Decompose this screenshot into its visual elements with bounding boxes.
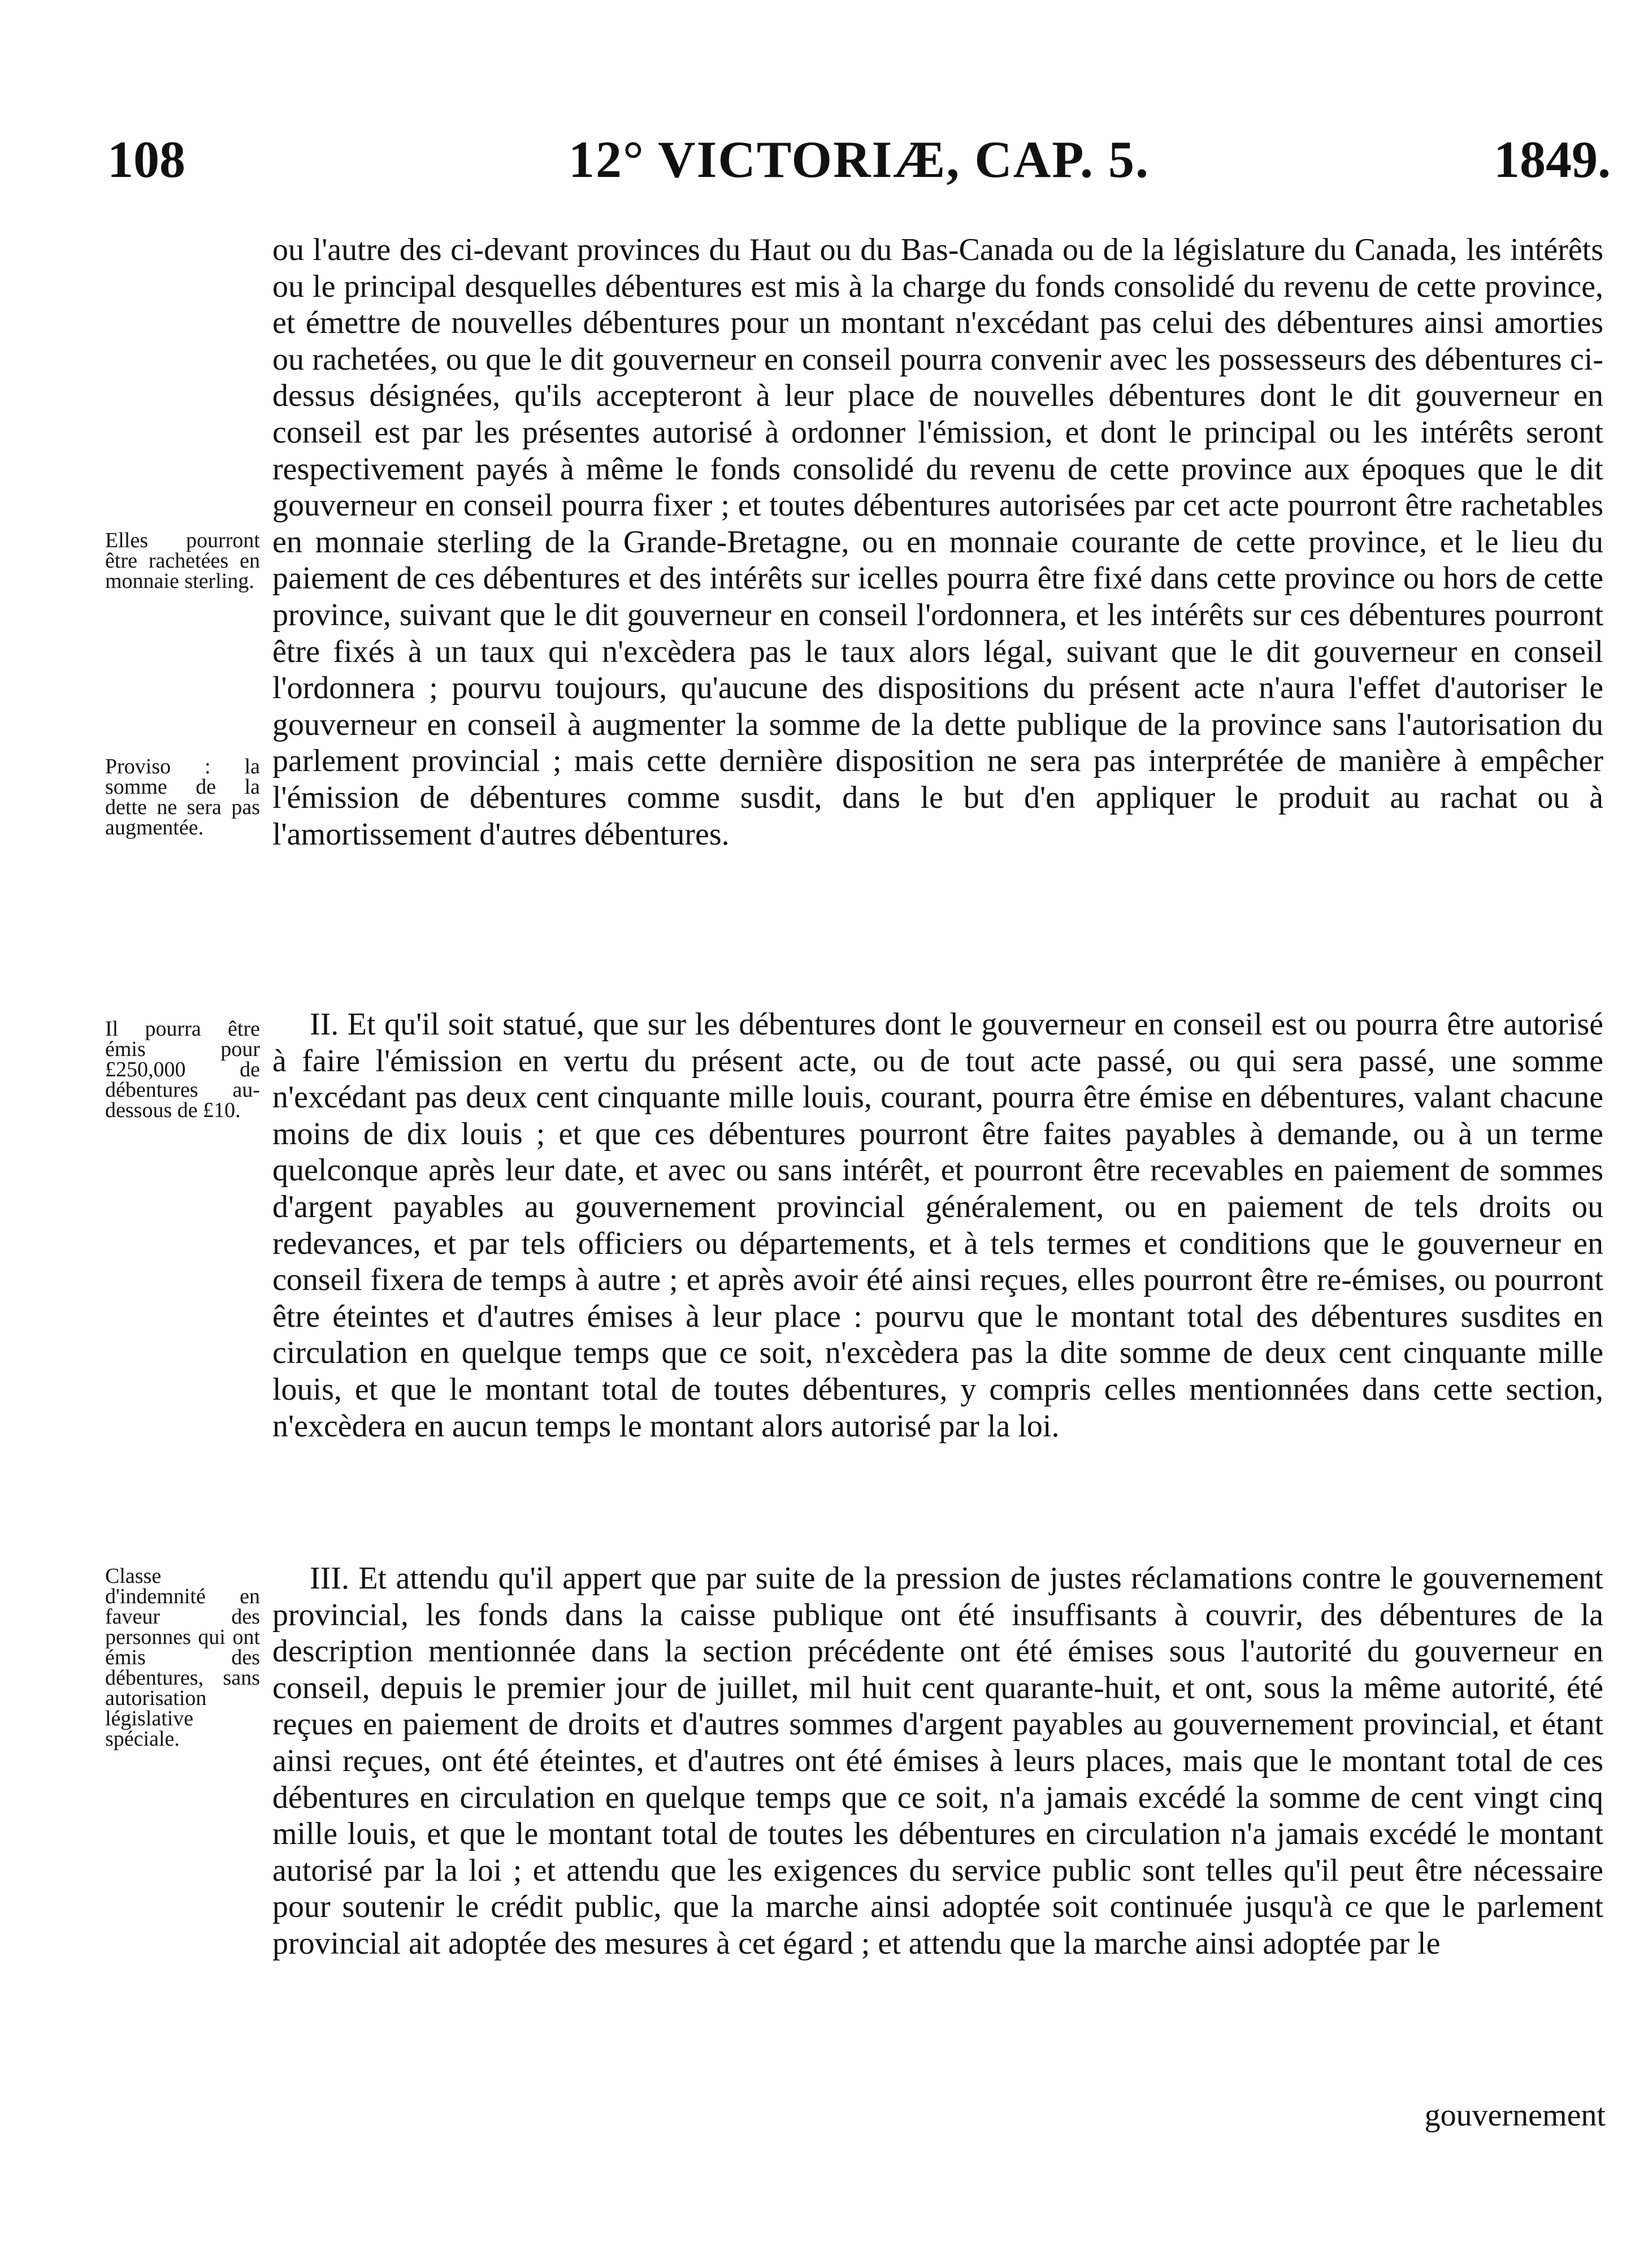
body-paragraph-continued — [272, 232, 1603, 972]
chapter-title: 12° VICTORIÆ, CAP. 5. — [569, 131, 1150, 188]
paragraph-text: ou l'autre des ci-devant provinces du Haut ou du Bas-Canada ou de la législature du Canada, les intérêts ou le principal desquelles débentures est mis à la charge du fonds consolidé du revenu de cette province, et émettre de nouvelles débentures pour un montant n'excédant pas celui des débentures ainsi amorties ou rachetées, ou que le dit gouverneur en conseil pourra convenir avec les possesseurs des débentures ci-dessus désignées, qu'ils accepteront à leur place de nouvelles débentures dont le dit gouverneur en conseil est par les présentes autorisé à ordonner l'émission, et dont le principal ou les intérêts seront respectivement payés à même le fonds consolidé du revenu de cette province aux époques que le dit gouverneur en conseil pourra fixer ; et toutes débentures autorisées par cet acte pourront être rachetables en monnaie sterling de la Grande-Bretagne, ou en monnaie courante de cette province, et le lieu du paiement de ces débentures et des intérêts sur icelles pourra être fixé dans cette province ou hors de cette province, suivant que le dit gouverneur en conseil l'ordonnera, et les intérêts sur ces débentures pourront être fixés à un taux qui n'excèdera pas le taux alors légal, suivant que le dit gouverneur en conseil l'ordonnera ; pourvu toujours, qu'aucune des dispositions du présent acte n'aura l'effet d'autoriser le gouverneur en conseil à augmenter la somme de la dette publique de la province sans l'autorisation du parlement provincial ; mais cette dernière disposition ne sera pas interprétée de manière à empêcher l'émission de débentures comme susdit, dans le but d'en appliquer le produit au rachat ou à l'amortissement d'autres débentures. — [272, 232, 1603, 852]
body-paragraph-section-2 — [272, 1006, 1603, 1526]
margin-note-proviso: Proviso : la somme de la dette ne sera pas augmentée. — [105, 755, 260, 839]
page-number: 108 — [107, 131, 185, 188]
running-header — [107, 125, 1611, 193]
catchword: gouvernement — [1424, 2098, 1606, 2133]
margin-note-indemnity: Classe d'indemnité en faveur des personnes qui ont émis des débentures, sans autorisation législative spéciale. — [105, 1564, 260, 1751]
paragraph-text: II. Et qu'il soit statué, que sur les débentures dont le gouverneur en conseil est ou pourra être autorisé à faire l'émission en vertu du présent acte, ou de tout acte passé, ou qui sera passé, une somme n'excédant pas deux cent cinquante mille louis, courant, pourra être émise en débentures, valant chacune moins de dix louis ; et que ces débentures pourront être faites payables à demande, ou à un terme quelconque après leur date, et avec ou sans intérêt, et pourront être recevables en paiement de sommes d'argent payables au gouvernement provincial généralement, ou en paiement de tels droits ou redevances, et par tels officiers ou départements, et à tels termes et conditions que le gouverneur en conseil fixera de temps à autre ; et après avoir été ainsi reçues, elles pourront être re-émises, ou pourront être éteintes et d'autres émises à leur place : pourvu que le montant total des débentures susdites en circulation en quelque temps que ce soit, n'excèdera pas la dite somme de deux cent cinquante mille louis, et que le montant total de toutes débentures, y compris celles mentionnées dans cette section, n'excèdera en aucun temps le montant alors autorisé par la loi. — [272, 1007, 1603, 1444]
body-paragraph-section-3 — [272, 1560, 1603, 2103]
year: 1849. — [1494, 131, 1611, 188]
paragraph-text: III. Et attendu qu'il appert que par suite de la pression de justes réclamations contre le gouvernement provincial, les fonds dans la caisse publique ont été insuffisants à couvrir, des débentures de la description mentionnée dans la section précédente ont été émises sous l'autorité du gouverneur en conseil, depuis le premier jour de juillet, mil huit cent quarante-huit, et ont, sous la même autorité, été reçues en paiement de droits et d'autres sommes d'argent payables au gouvernement provincial, et étant ainsi reçues, ont été éteintes, et d'autres ont été émises à leurs places, mais que le montant total de ces débentures en circulation en quelque temps que ce soit, n'a jamais excédé la somme de cent vingt cinq mille louis, et que le montant total de toutes les débentures en circulation n'a jamais excédé le montant autorisé par la loi ; et attendu que les exigences du service public sont telles qu'il peut être nécessaire pour soutenir le crédit public, que la marche ainsi adoptée soit continuée jusqu'à ce que le parlement provincial ait adoptée des mesures à cet égard ; et attendu que la marche ainsi adoptée par le — [272, 1561, 1603, 1961]
margin-note-sterling: Elles pourront être rachetées en monnaie sterling. — [105, 529, 260, 593]
margin-note-250000: Il pourra être émis pour £250,000 de débentures au-dessous de £10. — [105, 1017, 260, 1122]
